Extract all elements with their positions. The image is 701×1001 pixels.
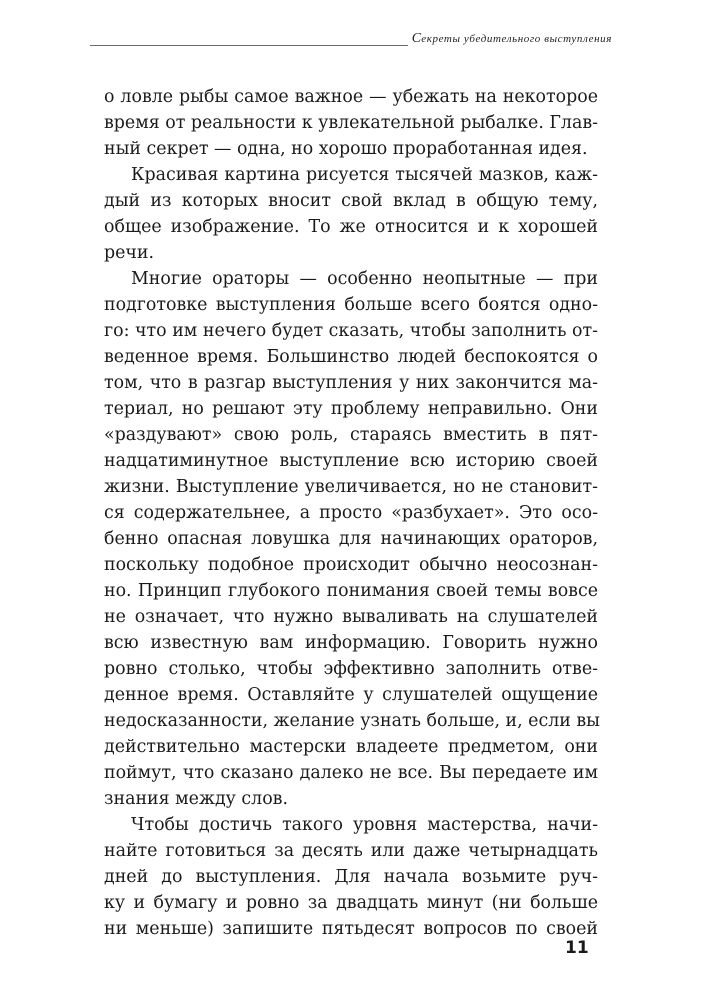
text-line: бенно опасная ловушка для начинающих ораторов, [104,529,598,549]
text-line: го: что им нечего будет сказать, чтобы заполнить от- [104,321,598,341]
text-line: знания между слов. [104,789,288,809]
text-line: жизни. Выступление увеличивается, но не становит- [104,477,598,497]
text-line: поймут, что сказано далеко не все. Вы передаете им [104,763,598,783]
text-line: речи. [104,243,155,263]
text-line: ровно столько, чтобы эффективно заполнить отве- [104,659,598,679]
text-line: Чтобы достичь такого уровня мастерства, начи- [131,815,598,835]
text-line: не означает, что нужно вываливать на слушателей [104,607,598,627]
text-line: но. Принцип глубокого понимания своей темы вовсе [104,581,598,601]
text-line: том, что в разгар выступления у них закончится ма- [104,373,598,393]
text-line: дый из которых вносит свой вклад в общую тему, [104,191,598,211]
text-line: общее изображение. То же относится и к хорошей [104,217,598,237]
text-line: ку и бумагу и ровно за двадцать минут (ни больше [104,893,598,913]
text-line: териал, но решают эту проблему неправильно. Они [104,399,598,419]
text-line: Красивая картина рисуется тысячей мазков, каж- [131,165,598,185]
text-line: «раздувают» свою роль, стараясь вместить в пят- [104,425,598,445]
text-line: ни меньше) запишите пятьдесят вопросов по своей [104,919,598,939]
text-line: недосказанности, желание узнать больше, и, если вы [104,711,600,731]
text-line: ный секрет — одна, но хорошо проработанная идея. [104,139,588,159]
text-line: веденное время. Большинство людей беспокоятся о [104,347,598,367]
page-number: 11 [565,938,589,958]
text-line: ся содержательнее, а просто «разбухает». Это осо- [104,503,598,523]
running-head-title [408,30,612,48]
text-line: дней до выступления. Для начала возьмите руч- [104,867,598,887]
text-line: надцатиминутное выступление всю историю своей [104,451,598,471]
text-line: Многие ораторы — особенно неопытные — при [131,269,598,289]
text-line: денное время. Оставляйте у слушателей ощущение [104,685,598,705]
running-head-initial: С [411,31,422,46]
text-line: время от реальности к увлекательной рыбалке. Глав- [104,113,598,133]
text-line: найте готовиться за десять или даже четырнадцать [104,841,598,861]
text-line: поскольку подобное происходит обычно неосознан- [104,555,598,575]
text-line: действительно мастерски владеете предметом, они [104,737,598,757]
text-line: всю известную вам информацию. Говорить нужно [104,633,598,653]
text-line: подготовке выступления больше всего боятся одно- [104,295,598,315]
running-head-small-caps: екреты убедительного выступления [421,33,612,45]
text-line: о ловле рыбы самое важное — убежать на некоторое [104,87,598,107]
